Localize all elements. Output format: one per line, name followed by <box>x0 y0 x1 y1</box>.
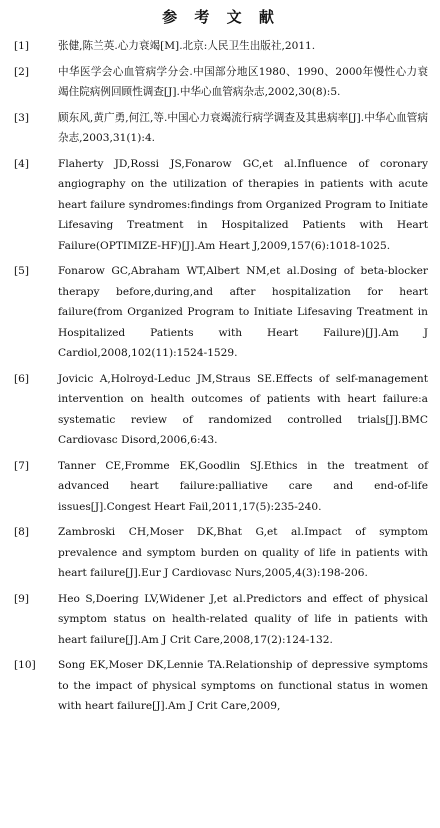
reference-item-7 <box>14 456 428 518</box>
reference-number: [1] <box>14 40 30 52</box>
reference-item-6 <box>14 369 428 451</box>
reference-text: Heo S,Doering LV,Widener J,et al.Predictors and effect of physical symptom status on health-related quality of life in patients with heart failure[J].Am J Crit Care,2008,17(2):124-132. <box>58 592 428 646</box>
reference-number: [3] <box>14 111 30 124</box>
reference-number: [9] <box>14 592 30 605</box>
reference-list <box>14 36 428 717</box>
reference-text: Flaherty JD,Rossi JS,Fonarow GC,et al.Influence of coronary angiography on the utilization of therapies in patients with acute heart failure syndromes:findings from Organized Program to Initiate Lifesaving Treatment in Hospitalized Patients with Heart Failure(OPTIMIZE-HF)[J].Am Heart J,2009,157(6):1018-1025. <box>58 157 428 252</box>
reference-item-2 <box>14 62 428 103</box>
reference-item-1 <box>14 36 428 57</box>
reference-item-8 <box>14 522 428 584</box>
reference-text: Zambroski CH,Moser DK,Bhat G,et al.Impact of symptom prevalence and symptom burden on quality of life in patients with heart failure[J].Eur J Cardiovasc Nurs,2005,4(3):198-206. <box>58 526 428 579</box>
reference-number: [10] <box>14 659 36 671</box>
reference-item-5 <box>14 261 428 364</box>
reference-number: [2] <box>14 65 30 78</box>
reference-number: [8] <box>14 526 30 538</box>
reference-text: Jovicic A,Holroyd-Leduc JM,Straus SE.Effects of self-management intervention on health outcomes of patients with heart failure:a systematic review of randomized controlled trials[J].BMC Cardiovasc Disord,2006,6:43. <box>58 372 428 446</box>
reference-number: [5] <box>14 265 30 277</box>
reference-number: [6] <box>14 372 30 385</box>
reference-item-4 <box>14 154 428 257</box>
reference-item-9 <box>14 589 428 651</box>
reference-item-10 <box>14 655 428 717</box>
reference-text: 张健,陈兰英.心力衰竭[M].北京:人民卫生出版社,2011. <box>58 40 316 52</box>
reference-number: [4] <box>14 157 30 170</box>
reference-text: Tanner CE,Fromme EK,Goodlin SJ.Ethics in the treatment of advanced heart failure:palliative care and end-of-life issues[J].Congest Heart Fail,2011,17(5):235-240. <box>58 459 428 513</box>
reference-text: Fonarow GC,Abraham WT,Albert NM,et al.Dosing of beta-blocker therapy before,during,and after hospitalization for heart failure(from Organized Program to Initiate Lifesaving Treatment in Hospitalized Patients with Heart Failure)[J].Am J Cardiol,2008,102(11):1524-1529. <box>58 265 428 359</box>
reference-item-3 <box>14 108 428 149</box>
reference-number: [7] <box>14 459 30 472</box>
reference-text: 顾东风,黄广勇,何江,等.中国心力衰竭流行病学调查及其患病率[J].中华心血管病杂志,2003,31(1):4. <box>58 111 428 144</box>
reference-text: 中华医学会心血管病学分会.中国部分地区1980、1990、2000年慢性心力衰竭住院病例回顾性调查[J].中华心血管病杂志,2002,30(8):5. <box>58 65 428 98</box>
reference-text: Song EK,Moser DK,Lennie TA.Relationship of depressive symptoms to the impact of physical symptoms on functional status in women with heart failure[J].Am J Crit Care,2009, <box>58 659 428 712</box>
page-title: 参 考 文 献 <box>162 8 280 26</box>
